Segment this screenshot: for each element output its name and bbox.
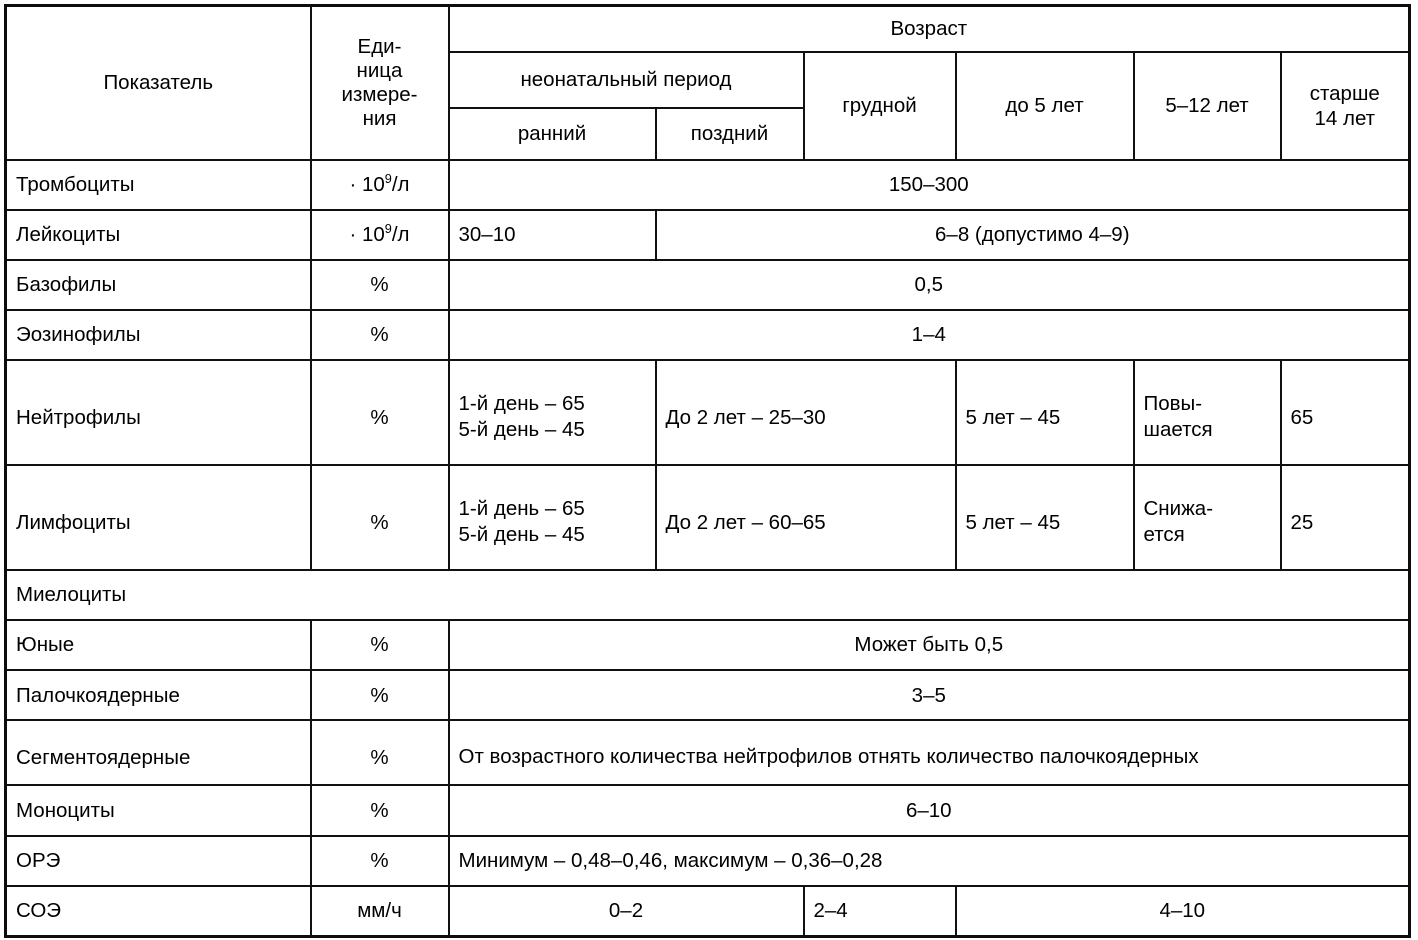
row-unit: %	[311, 720, 449, 785]
table-row	[6, 886, 1410, 937]
header-age-group: Возраст	[449, 6, 1410, 52]
row-value-all: Может быть 0,5	[449, 620, 1410, 670]
header-neonatal-early: ранний	[449, 108, 656, 160]
unit-prefix: · 10	[349, 173, 385, 197]
row-unit	[311, 160, 449, 210]
table-row	[6, 720, 1410, 785]
header-unit	[311, 6, 449, 160]
row-unit: %	[311, 310, 449, 360]
row-indicator: Палочкоядерные	[6, 670, 311, 720]
value-line-1: Снижа-	[1143, 496, 1214, 520]
row-indicator: Тромбоциты	[6, 160, 311, 210]
row-value-all: 6–10	[449, 785, 1410, 835]
row-indicator: Базофилы	[6, 260, 311, 310]
table-row	[6, 360, 1410, 465]
unit-suffix: /л	[391, 173, 410, 197]
row-indicator: ОРЭ	[6, 836, 311, 886]
row-indicator: Сегментоядерные	[6, 720, 311, 785]
unit-exponent: 9	[384, 221, 392, 237]
table-row	[6, 160, 1410, 210]
row-value-early	[449, 360, 656, 465]
row-indicator: Эозинофилы	[6, 310, 311, 360]
row-value-under5: 5 лет – 45	[956, 360, 1134, 465]
row-indicator: Лейкоциты	[6, 210, 311, 260]
header-unit-line-3: измере-	[341, 82, 418, 106]
unit-exponent: 9	[384, 171, 392, 187]
row-indicator: СОЭ	[6, 886, 311, 937]
row-value-all: 3–5	[449, 670, 1410, 720]
row-value-all: 1–4	[449, 310, 1410, 360]
row-value-early	[449, 465, 656, 570]
header-row-1	[6, 6, 1410, 52]
value-line-1: 1-й день – 65	[458, 496, 585, 520]
row-value-all: От возрастного количества нейтрофилов отнять количество палочкоядерных	[449, 720, 1410, 785]
table-row	[6, 310, 1410, 360]
row-value-neonatal: 0–2	[449, 886, 804, 937]
row-value-late: До 2 лет – 25–30	[656, 360, 956, 465]
table-row	[6, 210, 1410, 260]
row-unit: %	[311, 785, 449, 835]
row-value-over14: 65	[1281, 360, 1410, 465]
row-value-age5to12	[1134, 360, 1281, 465]
row-unit: %	[311, 465, 449, 570]
header-indicator: Показатель	[6, 6, 311, 160]
section-row	[6, 570, 1410, 620]
row-unit: %	[311, 360, 449, 465]
row-value-over14: 25	[1281, 465, 1410, 570]
row-unit: %	[311, 670, 449, 720]
header-over14	[1281, 52, 1410, 160]
header-infant: грудной	[804, 52, 956, 160]
row-value-age5to12	[1134, 465, 1281, 570]
table-row	[6, 260, 1410, 310]
table-row	[6, 785, 1410, 835]
header-under5: до 5 лет	[956, 52, 1134, 160]
row-unit: %	[311, 836, 449, 886]
row-unit: %	[311, 260, 449, 310]
header-neonatal-late: поздний	[656, 108, 804, 160]
value-line-2: шается	[1143, 418, 1213, 442]
header-unit-line-2: ница	[356, 58, 403, 82]
table-body	[6, 160, 1410, 937]
row-indicator: Моноциты	[6, 785, 311, 835]
row-value-infant: 2–4	[804, 886, 956, 937]
row-value-all: 150–300	[449, 160, 1410, 210]
row-indicator: Лимфоциты	[6, 465, 311, 570]
row-value-all: Минимум – 0,48–0,46, максимум – 0,36–0,28	[449, 836, 1410, 886]
header-over14-line-1: старше	[1309, 81, 1380, 105]
header-unit-line-1: Еди-	[357, 35, 402, 59]
value-line-1: 1-й день – 65	[458, 391, 585, 415]
row-unit	[311, 210, 449, 260]
header-neonatal: неонатальный период	[449, 52, 804, 108]
table-row	[6, 836, 1410, 886]
value-line-2: 5-й день – 45	[458, 418, 585, 442]
row-value-late: До 2 лет – 60–65	[656, 465, 956, 570]
row-unit: %	[311, 620, 449, 670]
row-value-rest: 6–8 (допустимо 4–9)	[656, 210, 1410, 260]
unit-prefix: · 10	[349, 223, 385, 247]
blood-reference-table	[4, 4, 1411, 938]
row-value-all: 0,5	[449, 260, 1410, 310]
header-over14-line-2: 14 лет	[1314, 106, 1376, 130]
row-unit: мм/ч	[311, 886, 449, 937]
section-title: Миелоциты	[6, 570, 1410, 620]
value-line-2: 5-й день – 45	[458, 523, 585, 547]
table-row	[6, 670, 1410, 720]
row-indicator: Юные	[6, 620, 311, 670]
table-row	[6, 465, 1410, 570]
table-row	[6, 620, 1410, 670]
value-line-2: ется	[1143, 523, 1185, 547]
header-unit-line-4: ния	[362, 106, 397, 130]
table-header	[6, 6, 1410, 160]
row-value-under5: 5 лет – 45	[956, 465, 1134, 570]
header-age5to12: 5–12 лет	[1134, 52, 1281, 160]
row-value-early: 30–10	[449, 210, 656, 260]
row-indicator: Нейтрофилы	[6, 360, 311, 465]
unit-suffix: /л	[391, 223, 410, 247]
row-value-rest: 4–10	[956, 886, 1410, 937]
value-line-1: Повы-	[1143, 391, 1203, 415]
